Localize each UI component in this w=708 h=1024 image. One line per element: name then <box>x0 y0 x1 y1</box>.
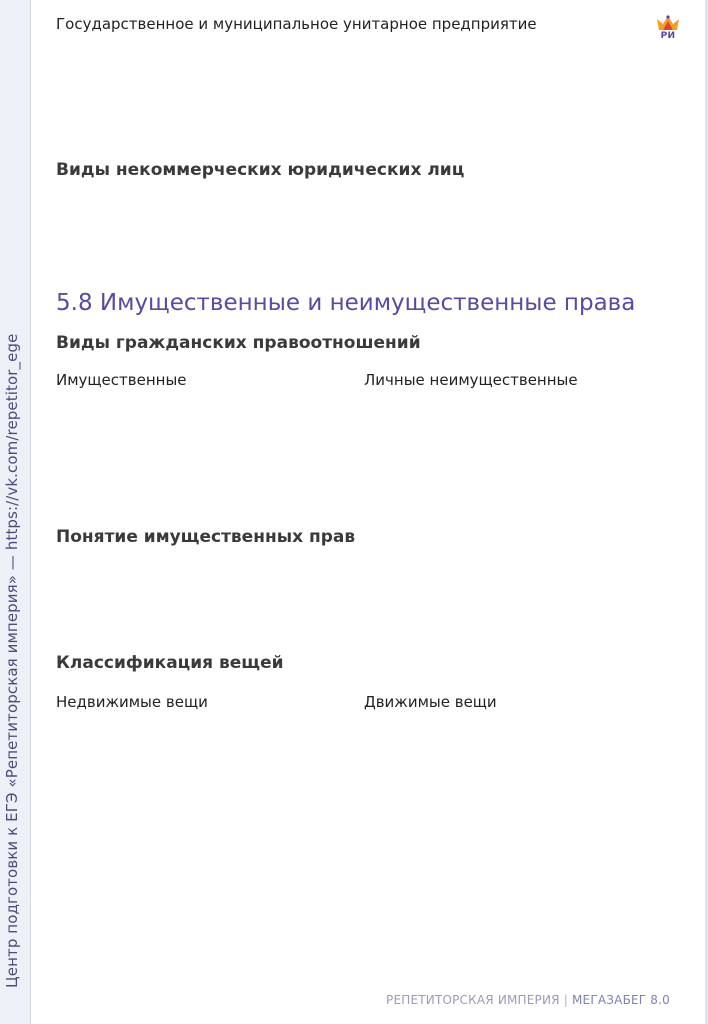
crown-icon <box>656 15 680 31</box>
heading-civil-relations: Виды гражданских правоотношений <box>56 333 421 353</box>
heading-things-classification: Классификация вещей <box>56 653 284 673</box>
page-title: 5.8 Имущественные и неимущественные права <box>56 290 636 316</box>
label-property: Имущественные <box>56 371 187 389</box>
footer <box>386 993 670 1007</box>
label-personal-nonproperty: Личные неимущественные <box>364 371 578 389</box>
logo-text: РИ <box>660 31 676 41</box>
sidebar-caption: Центр подготовки к ЕГЭ «Репетиторская империя» — https://vk.com/repetitor_ege <box>3 333 21 988</box>
footer-event: МЕГАЗАБЕГ 8.0 <box>572 993 670 1007</box>
page-header: Государственное и муниципальное унитарное предприятие <box>56 15 537 33</box>
label-immovable-things: Недвижимые вещи <box>56 693 208 711</box>
logo <box>656 15 680 45</box>
heading-nonprofit-types: Виды некоммерческих юридических лиц <box>56 160 465 180</box>
footer-brand: РЕПЕТИТОРСКАЯ ИМПЕРИЯ <box>386 993 560 1007</box>
footer-separator: | <box>563 993 568 1007</box>
label-movable-things: Движимые вещи <box>364 693 497 711</box>
heading-property-rights-concept: Понятие имущественных прав <box>56 527 356 547</box>
